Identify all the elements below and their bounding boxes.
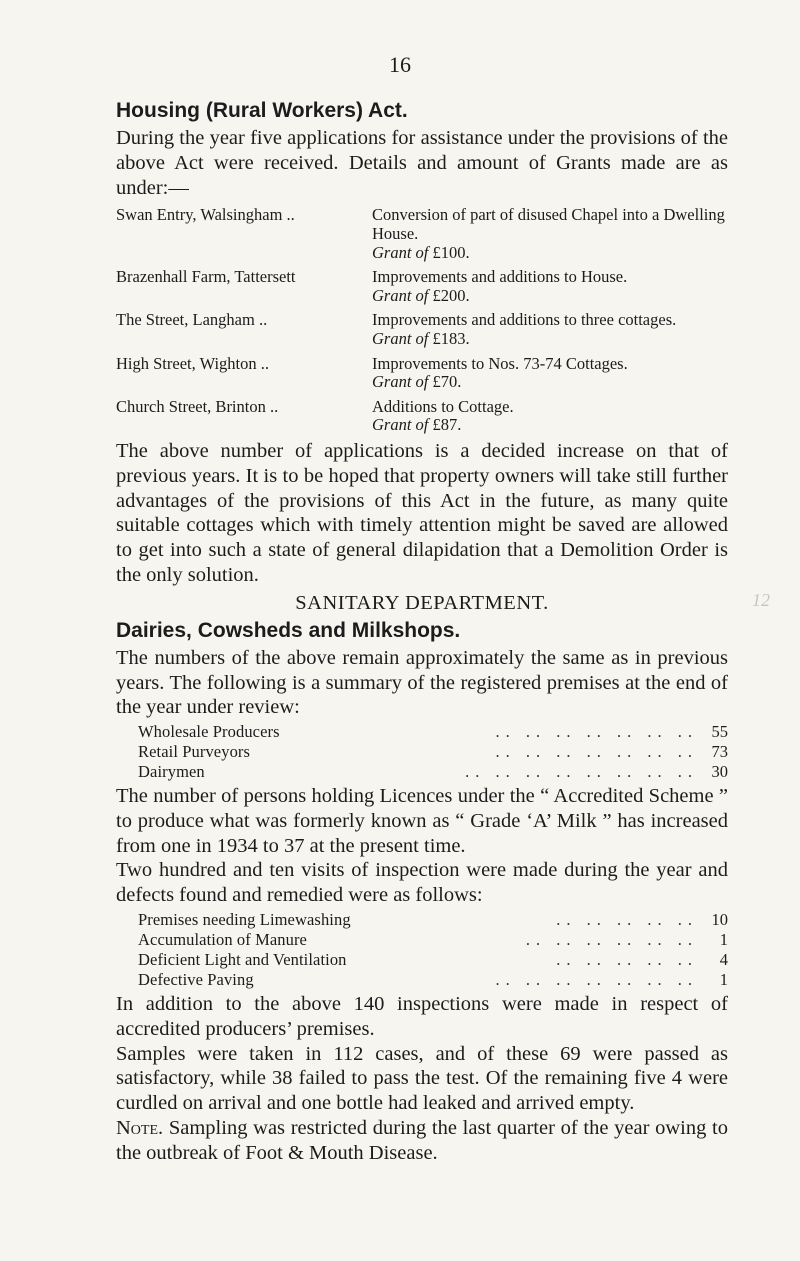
grant-row xyxy=(116,355,728,392)
grant-description: Additions to Cottage. xyxy=(372,396,514,416)
housing-closing: The above number of applications is a decided increase on that of previous years. It is to be hoped that property owners will take still further advantages of the provisions of this Act in the future, as many quite suitable cottages which with timely attention might be saved are allowed to get into such a state of general dilapidation that a Demolition Order is the only solution. xyxy=(116,439,728,586)
leader-dots: .. .. .. .. .. .. .. xyxy=(495,722,698,742)
page-number: 16 xyxy=(389,52,411,77)
dairies-subheading: Dairies, Cowsheds and Milkshops. xyxy=(116,618,461,642)
leader-dots: .. .. .. .. .. .. .. xyxy=(495,742,698,762)
table-row xyxy=(138,930,728,950)
grant-row xyxy=(116,268,728,305)
note-text: Sampling was restricted during the last quarter of the year owing to the outbreak of Foot & Mouth Disease. xyxy=(116,1117,728,1164)
premises-count: 55 xyxy=(711,722,728,742)
premises-label: Dairymen xyxy=(138,762,205,782)
note-label: Note. xyxy=(116,1117,164,1140)
premises-label: Wholesale Producers xyxy=(138,722,280,742)
grants-list xyxy=(116,206,728,435)
dairies-para: The numbers of the above remain approximately the same as in previous years. The following is a summary of the registered premises at the end of the year under review: xyxy=(116,646,728,719)
premises-count: 30 xyxy=(711,762,728,782)
grant-description: Improvements and additions to House. xyxy=(372,267,628,287)
defect-label: Premises needing Limewashing xyxy=(138,910,351,930)
defect-label: Deficient Light and Ventilation xyxy=(138,950,347,970)
grant-location: High Street, Wighton .. xyxy=(116,353,270,373)
accredited-para: In addition to the above 140 inspections were made in respect of accredited producers’ premises. xyxy=(116,993,728,1040)
grant-location: Brazenhall Farm, Tattersett xyxy=(116,267,296,287)
defect-count: 4 xyxy=(719,950,728,970)
grant-amount: £100. xyxy=(432,242,470,262)
grant-amount: £87. xyxy=(432,415,462,435)
licences-para: The number of persons holding Licences under the “ Accredited Scheme ” to produce what was formerly known as “ Grade ‘A’ Milk ” has increased from one in 1934 to 37 at the present time. xyxy=(116,785,728,857)
grant-label: Grant of xyxy=(372,242,429,262)
leader-dots: .. .. .. .. .. .. xyxy=(525,930,698,950)
leader-dots: .. .. .. .. .. .. .. .. xyxy=(465,762,698,782)
leader-dots: .. .. .. .. .. xyxy=(556,950,698,970)
defect-count: 10 xyxy=(711,910,728,930)
defect-label: Accumulation of Manure xyxy=(138,930,307,950)
table-row xyxy=(138,950,728,970)
grant-location: Church Street, Brinton .. xyxy=(116,396,279,416)
grant-location: The Street, Langham .. xyxy=(116,310,268,330)
grant-amount: £200. xyxy=(432,285,470,305)
grant-location: Swan Entry, Walsingham .. xyxy=(116,205,295,225)
premises-count: 73 xyxy=(711,742,728,762)
grant-row xyxy=(116,311,728,348)
samples-para: Samples were taken in 112 cases, and of these 69 were passed as satisfactory, while 38 failed to pass the test. Of the remaining five 4 were curdled on arrival and one bottle had leaked and arrived empty. xyxy=(116,1042,728,1115)
defects-table xyxy=(116,910,728,990)
premises-label: Retail Purveyors xyxy=(138,742,251,762)
leader-dots: .. .. .. .. .. .. .. xyxy=(495,970,698,990)
premises-table xyxy=(116,722,728,782)
grant-description: Conversion of part of disused Chapel into a Dwelling House. xyxy=(372,205,725,243)
table-row xyxy=(138,742,728,762)
defect-label: Defective Paving xyxy=(138,970,254,990)
table-row xyxy=(138,910,728,930)
grant-row xyxy=(116,398,728,435)
grant-amount: £183. xyxy=(432,328,470,348)
grant-description: Improvements and additions to three cottages. xyxy=(372,310,677,330)
note-para xyxy=(116,1116,728,1166)
margin-annotation: 12 xyxy=(752,590,770,610)
table-row xyxy=(138,722,728,742)
grant-amount: £70. xyxy=(432,372,462,392)
grant-label: Grant of xyxy=(372,285,429,305)
grant-description: Improvements to Nos. 73-74 Cottages. xyxy=(372,353,628,373)
housing-heading: Housing (Rural Workers) Act. xyxy=(116,99,408,122)
housing-intro: During the year five applications for assistance under the provisions of the above Act were received. Details and amount of Grants made are as under:— xyxy=(116,127,728,199)
sanitary-heading: SANITARY DEPARTMENT. xyxy=(295,591,549,614)
leader-dots: .. .. .. .. .. xyxy=(556,910,698,930)
table-row xyxy=(138,762,728,782)
grant-row xyxy=(116,206,728,262)
defect-count: 1 xyxy=(719,930,728,950)
defect-count: 1 xyxy=(719,970,728,990)
table-row xyxy=(138,970,728,990)
inspections-para: Two hundred and ten visits of inspection were made during the year and defects found and remedied were as follows: xyxy=(116,859,728,907)
grant-label: Grant of xyxy=(372,372,429,392)
grant-label: Grant of xyxy=(372,328,429,348)
grant-label: Grant of xyxy=(372,415,429,435)
page-content xyxy=(116,96,728,1166)
